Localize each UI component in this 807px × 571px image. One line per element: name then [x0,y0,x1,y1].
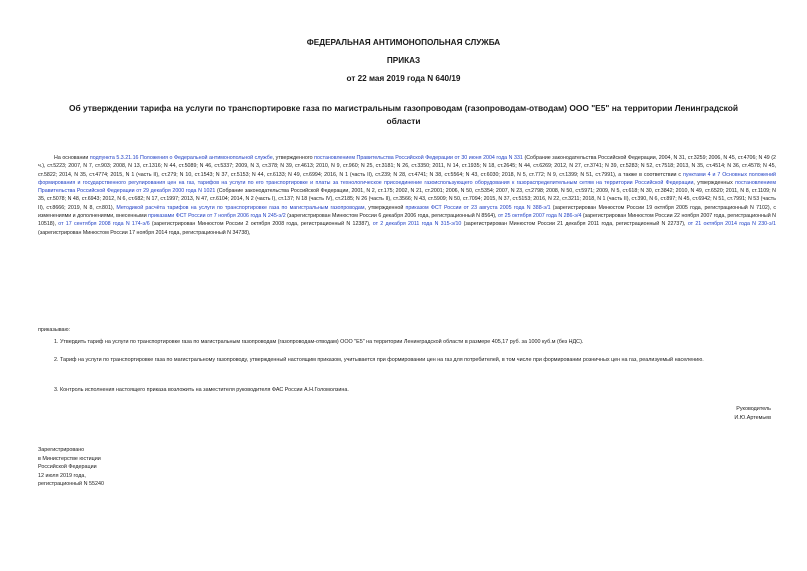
preamble-text: (Собрание законодательства Российской Федерации, 2001, N 2, ст.175; 2002, N 21, ст.2001; 2006, N 50, ст.5354; 2007, N 23, ст.2798; 2008, N 50, ст.5971; 2009, N 5, ст.618; N 30, ст.3842; 2010, N 49, ст.6520; 2011, N 8, ст.1109; N 35, ст.5078; N 48, ст.6943; 2012, N 6, ст.682; N 17, ст.1997; 2013, N 47, ст.6104; 2014, N 2 (часть I), ст.137; N 18 (часть IV), ст.2185; N 26 (часть II), ст.3566; N 43, ст.5909; N 50, ст.7094; 2015, N 37, ст.5153; 2016, N 22, ст.3211; 2018, N 1 (часть II), ст.390, N 6, ст.897; N 45, ст.6942; N 51, ст.7991; N 53 (часть II), ст.8666; 2019, N 8, ст.801), [38,188,776,211]
registration-block [38,446,104,489]
orders-word: приказываю: [38,327,71,333]
registration-line: Российской Федерации [38,464,97,471]
preamble-text: (зарегистрирован Минюстом России 6 декабря 2006 года, регистрационный N 8564), [285,213,498,220]
preamble-text: , утвержденной [364,204,406,211]
signature-name: И.Ю.Артемьев [734,414,771,421]
signature-block [734,405,771,422]
preamble-text: , утвержденных [693,179,736,186]
document-date-number: от 22 мая 2019 года N 640/19 [346,74,461,83]
link-fst-order-245[interactable]: приказами ФСТ России от 7 ноября 2006 года N 245-э/2 [148,213,286,220]
registration-line: Зарегистрировано [38,447,85,453]
document-title [20,102,787,128]
preamble-text: (зарегистрирован Минюстом России 22 ноября 2007 года, регистрационный N 10518), [38,213,776,228]
title-line-1: Об утверждении тарифа на услуги по транспортировке газа по магистральным газопроводам (газопроводам-отводам) ООО "Е5" на территории Ленинградской [68,103,739,113]
link-fas-regulation[interactable]: подпункта 5.3.21.16 Положения о Федеральной антимонопольной службе [89,155,273,161]
preamble-paragraph [38,154,776,237]
agency-name: ФЕДЕРАЛЬНАЯ АНТИМОНОПОЛЬНАЯ СЛУЖБА [306,38,501,47]
link-fst-order-388[interactable]: приказом ФСТ России от 23 августа 2005 года N 388-э/1 [405,204,551,211]
preamble-text: (Собрание законодательства Российской Федерации, 2004, N 31, ст.3259; 2006, N 45, ст.4706; N 49 (2 ч.), ст.5223; 2007, N 7, ст.903; 2008, N 13, ст.1316; N 44, ст.5089; N 46, ст.5337; 2009, N 3, ст.378; N 39, ст.4613; 2010, N 9, ст.960; N 25, ст.3181; N 26, ст.3350; 2011, N 14, ст.1935; N 18, ст.2645; N 44, ст.6269; 2012, N 27, ст.3741; N 39, ст.5283; N 52, ст.7518; 2013, N 35, ст.4514; N 36, ст.4578; N 45, ст.5822; 2014, N 35, ст.4774; 2015, N 1 (часть II), ст.279; N 10, ст.1543; N 37, ст.5153; N 44, ст.6133; N 49, ст.6994; 2016, N 1 (часть II), ст.239; N 28, ст.4741; N 38, ст.5564; N 43, ст.6030; 2018, N 5, ст.772; N 9, ст.1399; N 51, ст.7991), а также в соответствии с [38,155,777,178]
title-line-2: области [386,116,421,126]
document-type: ПРИКАЗ [386,56,421,65]
preamble-text: (зарегистрирован Минюстом России 21 декабря 2011 года, регистрационный N 22737), [461,221,688,228]
preamble-text: (зарегистрирован Минюстом России 17 ноября 2014 года, регистрационный N 34738), [38,229,251,236]
registration-line: в Министерстве юстиции [38,455,101,462]
order-item-1-text: 1. Утвердить тариф на услуги по транспортировке газа по магистральным газопроводам (газопроводам-отводам) ООО "Е5" на территории Ленинградской области в размере 405,17 руб. за 1000 куб.м (без НДС). [54,339,584,345]
signature-role: Руководитель [736,406,771,412]
preamble-text: (зарегистрирован Минюстом России 2 октября 2008 года, регистрационный N 12387), [149,221,373,228]
order-item-2-text: 2. Тариф на услуги по транспортировке газа по магистральному газопроводу, утвержденный настоящим приказом, учитывается при формировании цен на газ для потребителей, в том числе при формировании розничных цен на газ, реализуемый населению. [54,357,704,363]
order-item-2 [38,356,776,364]
preamble-text: На основании [54,155,90,161]
registration-line: 12 июля 2019 года, [38,472,86,479]
order-item-1 [38,338,776,346]
registration-number: регистрационный N 55240 [38,481,104,488]
link-government-decree-331[interactable]: постановлением Правительства Российской Федерации от 30 июня 2004 года N 331 [314,155,523,161]
preamble-text: (зарегистрирован Минюстом России 19 октября 2005 года, регистрационный N 7102), с изменениями и дополнениями, внесенными [38,204,776,220]
link-order-315[interactable]: от 2 декабря 2011 года N 315-э/10 [372,221,462,228]
link-order-286[interactable]: от 25 октября 2007 года N 286-э/4 [497,213,582,220]
link-tariff-methodology[interactable]: Методикой расчёта тарифов на услуги по транспортировке газа по магистральным газопроводам [116,204,365,211]
order-item-3-text: 3. Контроль исполнения настоящего приказа возложить на заместителя руководителя ФАС России А.Н.Голомолзина. [54,387,349,393]
order-item-3 [38,386,776,394]
link-basic-provisions[interactable]: пунктами 4 и 7 Основных положений формирования и государственного регулирования цен на газ, тарифов на услуги по его транспортировке и платы за технологическое присоединение газоиспользующего оборудования к газораспределительным сетям на территории Российской Федерации [38,171,776,186]
link-order-230[interactable]: от 21 октября 2014 года N 230-э/1 [687,221,777,228]
preamble-text: , утвержденного [272,155,315,161]
link-order-174[interactable]: от 17 сентября 2008 года N 174-э/6 [58,221,150,228]
link-government-decree-1021[interactable]: постановлением Правительства Российской Федерации от 29 декабря 2000 года N 1021 [38,179,776,195]
